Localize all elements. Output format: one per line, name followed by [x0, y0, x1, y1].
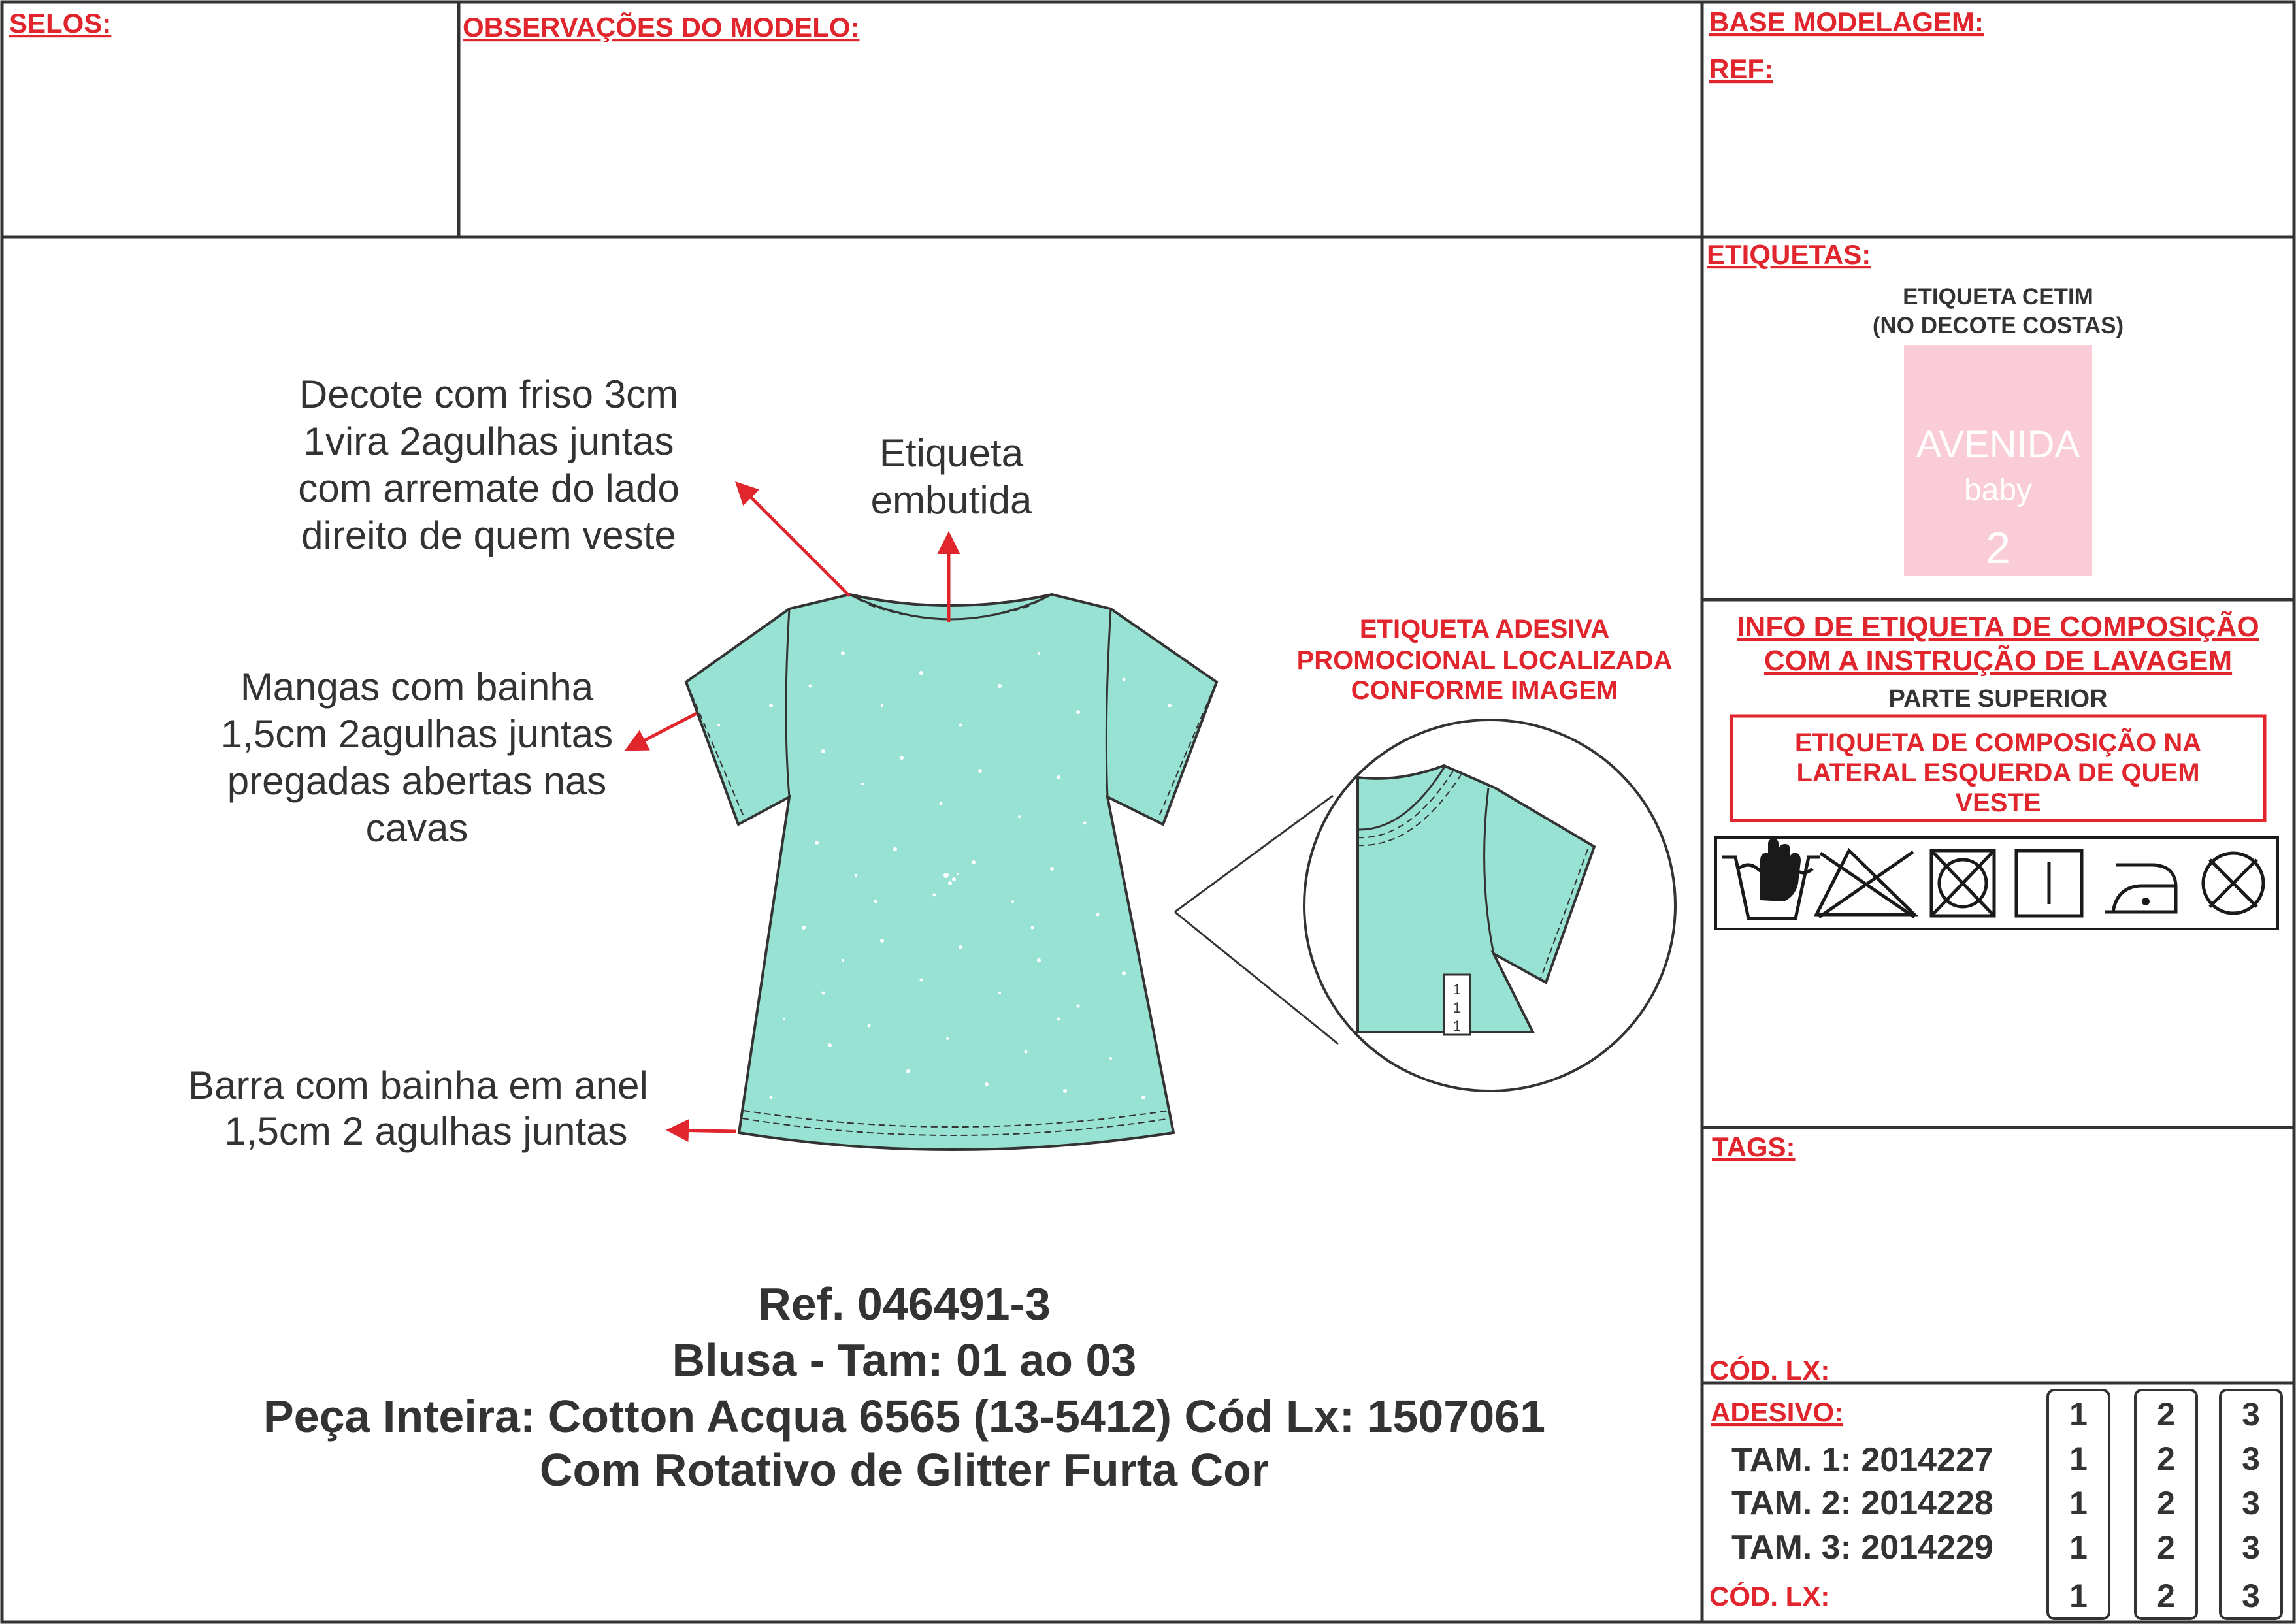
size-col1-r4: 1	[2069, 1529, 2088, 1566]
adesiva-line-3: CONFORME IMAGEM	[1351, 676, 1618, 705]
etiqueta-line-1: Etiqueta	[879, 431, 1024, 475]
mangas-line-4: cavas	[365, 806, 468, 850]
etiqueta-cetim-line1: ETIQUETA CETIM	[1903, 284, 2093, 310]
decote-line-4: direito de quem veste	[301, 513, 676, 557]
adesivo-heading: ADESIVO:	[1711, 1397, 1844, 1427]
mangas-line-2: 1,5cm 2agulhas juntas	[220, 712, 614, 756]
product-ref: Ref. 046491-3	[758, 1278, 1051, 1329]
composicao-box-line3: VESTE	[1955, 788, 2041, 817]
adesivo-row-2: TAM. 2: 2014228	[1731, 1484, 1993, 1522]
size-col2-r2: 2	[2157, 1440, 2175, 1477]
size-col3-r5: 3	[2242, 1578, 2260, 1614]
size-col1-r1: 1	[2069, 1396, 2088, 1433]
size-col3-r1: 3	[2242, 1396, 2260, 1433]
no-tumble-dry-icon	[1931, 851, 1994, 916]
parte-superior: PARTE SUPERIOR	[1888, 685, 2108, 713]
mangas-line-3: pregadas abertas nas	[227, 759, 607, 803]
tags-cod-lx: CÓD. LX:	[1709, 1355, 1830, 1386]
satin-label-size: 2	[1986, 523, 2010, 573]
size-col3-r4: 3	[2242, 1529, 2260, 1566]
composicao-heading-2: COM A INSTRUÇÃO DE LAVAGEM	[1763, 645, 2233, 677]
barra-line-2: 1,5cm 2 agulhas juntas	[224, 1109, 628, 1153]
ref-label: REF:	[1709, 54, 1773, 84]
size-tag-1: 1	[1452, 981, 1462, 998]
size-col2-r1: 2	[2157, 1396, 2175, 1433]
base-modelagem-label: BASE MODELAGEM:	[1709, 7, 1984, 37]
size-col1-r5: 1	[2069, 1578, 2088, 1614]
size-col1-r2: 1	[2069, 1440, 2088, 1477]
composicao-box-line1: ETIQUETA DE COMPOSIÇÃO NA	[1794, 728, 2202, 757]
annotation-barra	[188, 1064, 736, 1153]
etiqueta-line-2: embutida	[870, 478, 1032, 522]
care-symbols	[1716, 837, 2278, 929]
satin-label-image	[1904, 345, 2092, 576]
annotation-decote	[298, 372, 849, 596]
hand-wash-icon	[1722, 839, 1820, 918]
adesivo-row-3: TAM. 3: 2014229	[1731, 1529, 1993, 1567]
size-col1-r3: 1	[2069, 1485, 2088, 1521]
decote-line-1: Decote com friso 3cm	[299, 372, 679, 416]
tshirt-body	[686, 594, 1217, 1150]
size-col3-r3: 3	[2242, 1485, 2260, 1521]
etiqueta-cetim-line2: (NO DECOTE COSTAS)	[1872, 313, 2124, 338]
size-col2-r4: 2	[2157, 1529, 2175, 1566]
barra-line-1: Barra com bainha em anel	[188, 1064, 648, 1107]
annotation-etiqueta	[871, 431, 1032, 622]
adesivo-cod-lx: CÓD. LX:	[1709, 1581, 1830, 1612]
decote-line-3: com arremate do lado	[298, 466, 680, 510]
zoom-callout	[1175, 720, 1675, 1091]
annotation-adesiva	[1297, 615, 1673, 705]
no-bleach-icon	[1816, 851, 1914, 917]
size-tag-3: 1	[1452, 1018, 1462, 1034]
composicao-box-line2: LATERAL ESQUERDA DE QUEM	[1796, 758, 2200, 787]
etiquetas-heading: ETIQUETAS:	[1707, 239, 1871, 270]
product-peca: Peça Inteira: Cotton Acqua 6565 (13-5412) Cód Lx: 1507061	[263, 1391, 1546, 1442]
size-col2-r5: 2	[2157, 1578, 2175, 1614]
iron-low-icon	[2105, 865, 2176, 912]
size-tag-2: 1	[1452, 999, 1462, 1016]
adesivo-row-1: TAM. 1: 2014227	[1731, 1441, 1993, 1479]
product-info	[263, 1278, 1545, 1495]
line-dry-icon	[2016, 851, 2082, 916]
decote-line-2: 1vira 2agulhas juntas	[303, 419, 674, 463]
tshirt-drawing	[686, 594, 1217, 1150]
no-dry-clean-icon	[2203, 853, 2263, 913]
product-rotativo: Com Rotativo de Glitter Furta Cor	[539, 1444, 1270, 1495]
annotation-mangas	[221, 665, 697, 850]
mangas-line-1: Mangas com bainha	[240, 665, 594, 709]
tags-heading: TAGS:	[1712, 1131, 1796, 1162]
composicao-heading-1: INFO DE ETIQUETA DE COMPOSIÇÃO	[1737, 611, 2259, 643]
product-blusa: Blusa - Tam: 01 ao 03	[672, 1335, 1137, 1386]
satin-label-brand: AVENIDA	[1916, 423, 2080, 466]
adesiva-line-1: ETIQUETA ADESIVA	[1359, 615, 1610, 643]
adesiva-line-2: PROMOCIONAL LOCALIZADA	[1296, 646, 1673, 675]
size-col2-r3: 2	[2157, 1485, 2175, 1521]
observacoes-label: OBSERVAÇÕES DO MODELO:	[463, 12, 860, 42]
satin-label-sub: baby	[1963, 473, 2033, 508]
selos-label: SELOS:	[9, 8, 112, 39]
size-col3-r2: 3	[2242, 1440, 2260, 1477]
adesivo-size-columns	[2048, 1390, 2282, 1619]
